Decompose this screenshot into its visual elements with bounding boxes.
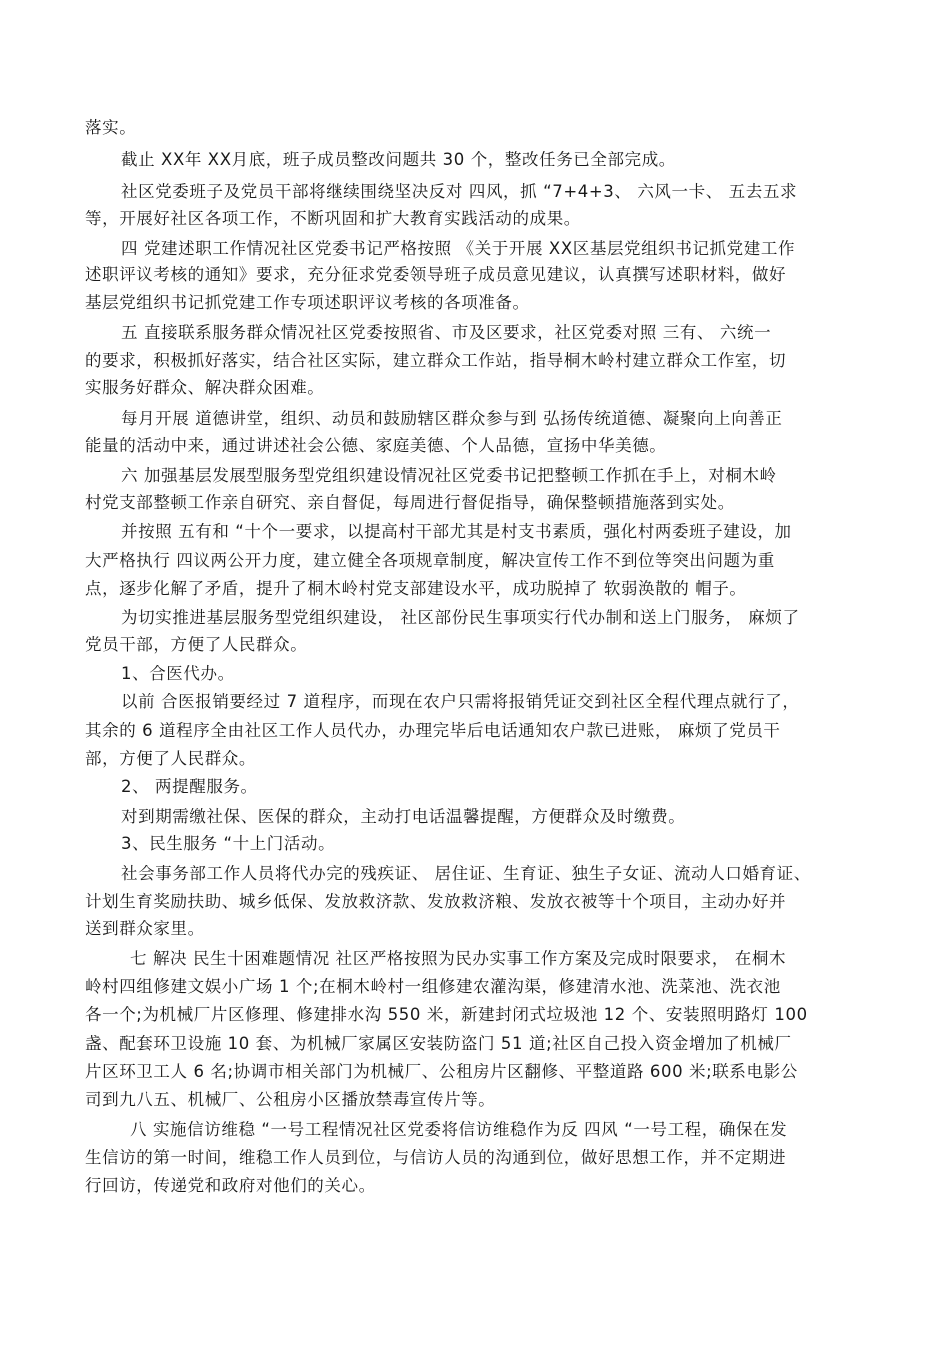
text-line: 能量的活动中来，通过讲述社会公德、家庭美德、个人品德，宣扬中华美德。 [85,436,667,455]
text-line: 党员干部，方便了人民群众。 [85,635,308,654]
text-line: 对到期需缴社保、医保的群众，主动打电话温馨提醒，方便群众及时缴费。 [121,807,686,826]
text-line: 部，方便了人民群众。 [85,749,256,768]
text-line: 1、合医代办。 [121,664,235,683]
text-line: 盏、配套环卫设施 10 套、为机械厂家属区安装防盗门 51 道;社区自己投入资金增加了机械厂 [85,1034,792,1053]
text-line: 六 加强基层发展型服务型党组织建设情况社区党委书记把整顿工作抓在手上，对桐木岭 [121,466,777,485]
text-line: 七 解决 民生十困难题情况 社区严格按照为民办实事工作方案及完成时限要求， 在桐木 [130,949,787,968]
text-line: 各一个;为机械厂片区修理、修建排水沟 550 米，新建封闭式垃圾池 12 个、安装照明路灯 100 [85,1005,808,1024]
text-line: 行回访，传递党和政府对他们的关心。 [85,1176,376,1195]
text-line: 2、 两提醒服务。 [121,777,258,796]
text-line: 点，逐步化解了矛盾，提升了桐木岭村党支部建设水平，成功脱掉了 软弱涣散的 帽子。 [85,579,747,598]
text-line: 截止 XX年 XX月底，班子成员整改问题共 30 个，整改任务已全部完成。 [121,150,676,169]
text-line: 岭村四组修建文娱小广场 1 个;在桐木岭村一组修建农灌沟渠，修建清水池、洗菜池、洗衣池 [85,977,781,996]
text-line: 八 实施信访维稳 “一号工程情况社区党委将信访维稳作为反 四风 “一号工程，确保在发 [130,1120,788,1139]
text-line: 为切实推进基层服务型党组织建设， 社区部份民生事项实行代办制和送上门服务， 麻烦了 [121,608,800,627]
text-line: 大严格执行 四议两公开力度，建立健全各项规章制度，解决宣传工作不到位等突出问题为重 [85,551,775,570]
text-line: 四 党建述职工作情况社区党委书记严格按照 《关于开展 XX区基层党组织书记抓党建工作 [121,239,796,258]
text-line: 3、民生服务 “十上门活动。 [121,834,336,853]
text-line: 五 直接联系服务群众情况社区党委按照省、市及区要求，社区党委对照 三有、 六统一 [121,323,772,342]
text-line: 计划生育奖励扶助、城乡低保、发放救济款、发放救济粮、发放衣被等十个项目，主动办好并 [85,892,787,911]
text-line: 生信访的第一时间，维稳工作人员到位，与信访人员的沟通到位，做好思想工作，并不定期进 [85,1148,787,1167]
text-line: 的要求，积极抓好落实，结合社区实际，建立群众工作站，指导桐木岭村建立群众工作室，切 [85,351,787,370]
text-line: 等，开展好社区各项工作，不断巩固和扩大教育实践活动的成果。 [85,209,581,228]
text-line: 社区党委班子及党员干部将继续围绕坚决反对 四风，抓 “7+4+3、 六风一卡、 五去五求 [121,182,798,201]
text-line: 司到九八五、机械厂、公租房小区播放禁毒宣传片等。 [85,1090,496,1109]
text-line: 送到群众家里。 [85,919,205,938]
text-line: 落实。 [85,118,137,137]
text-line: 以前 合医报销要经过 7 道程序，而现在农户只需将报销凭证交到社区全程代理点就行了， [121,692,800,711]
text-line: 实服务好群众、解决群众困难。 [85,378,325,397]
text-line: 村党支部整顿工作亲自研究、亲自督促，每周进行督促指导，确保整顿措施落到实处。 [85,493,735,512]
text-line: 基层党组织书记抓党建工作专项述职评议考核的各项准备。 [85,293,530,312]
text-line: 每月开展 道德讲堂，组织、动员和鼓励辖区群众参与到 弘扬传统道德、凝聚向上向善正 [121,409,783,428]
text-line: 述职评议考核的通知》要求，充分征求党委领导班子成员意见建议，认真撰写述职材料，做好 [85,265,787,284]
text-line: 片区环卫工人 6 名;协调市相关部门为机械厂、公租房片区翻修、平整道路 600 米;联系电影公 [85,1062,798,1081]
text-line: 其余的 6 道程序全由社区工作人员代办，办理完毕后电话通知农户款已进账， 麻烦了党员干 [85,721,781,740]
text-line: 并按照 五有和 “十个一要求，以提高村干部尤其是村支书素质，强化村两委班子建设，加 [121,522,792,541]
text-line: 社会事务部工作人员将代办完的残疾证、 居住证、生育证、独生子女证、流动人口婚育证、 [121,864,811,883]
